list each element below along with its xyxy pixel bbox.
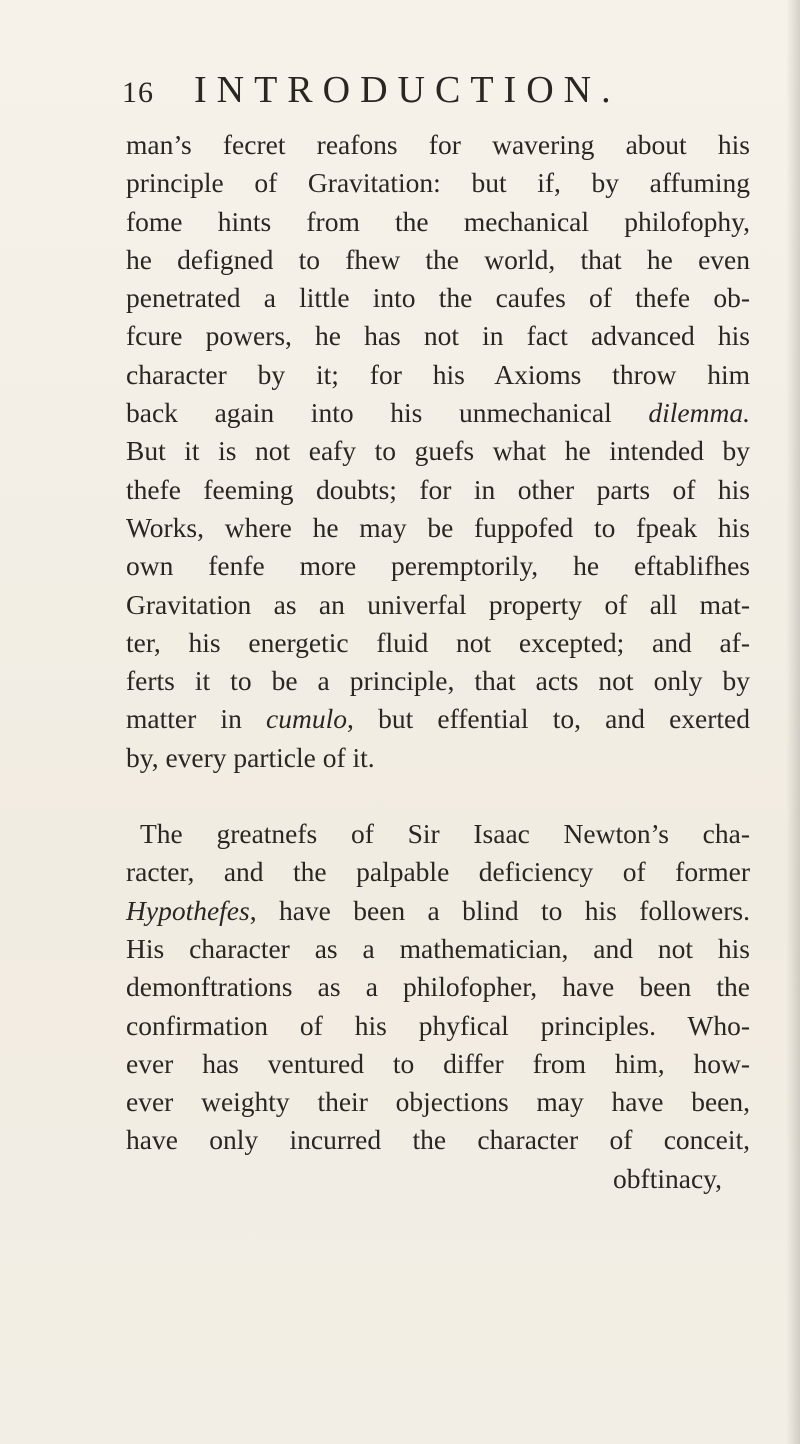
text-line: ter, his energetic fluid not excepted; and af- [126, 626, 750, 658]
text-line: character by it; for his Axioms throw him [126, 358, 750, 390]
page-number: 16 [122, 76, 154, 109]
text-line: confirmation of his phyfical principles. Who- [126, 1009, 750, 1041]
text-line: fome hints from the mechanical philofophy, [126, 205, 750, 237]
text-line: back again into his unmechanical dilemma. [126, 397, 750, 429]
catchword: obftinacy, [613, 1162, 722, 1194]
text-line: ferts it to be a principle, that acts not only by [126, 665, 750, 697]
running-head: INTRODUCTION. [194, 69, 621, 111]
paragraph-gap [126, 777, 750, 815]
text-line: demonftrations as a philofopher, have been the [126, 971, 750, 1003]
text-line: racter, and the palpable deficiency of former [126, 856, 750, 888]
text-line: The greatnefs of Sir Isaac Newton’s cha- [140, 818, 750, 850]
text-line: But it is not eafy to guefs what he intended by [126, 435, 750, 467]
text-line: by, every particle of it. [126, 741, 375, 773]
text-line: man’s fecret reafons for wavering about his [126, 129, 750, 160]
text-line: Works, where he may be fuppofed to fpeak his [126, 511, 750, 543]
paragraph-1 [126, 126, 750, 777]
text-line: he defigned to fhew the world, that he even [126, 243, 750, 275]
text-line: have only incurred the character of conceit, [126, 1124, 750, 1156]
text-line: thefe feeming doubts; for in other parts of his [126, 473, 750, 505]
text-line: Gravitation as an univerfal property of all mat- [126, 588, 750, 620]
text-line: own fenfe more peremptorily, he eftablifhes [126, 550, 750, 582]
text-line: ever weighty their objections may have been, [126, 1086, 750, 1118]
text-line: His character as a mathematician, and not his [126, 932, 750, 964]
text-line: fcure powers, he has not in fact advanced his [126, 320, 750, 352]
text-line: ever has ventured to differ from him, how- [126, 1047, 750, 1079]
text-line: principle of Gravitation: but if, by affuming [126, 167, 750, 199]
text-line: penetrated a little into the caufes of thefe ob- [126, 282, 750, 314]
body-text [126, 126, 750, 1198]
page-edge-shadow [786, 0, 800, 1444]
paragraph-2 [126, 815, 750, 1160]
text-line: matter in cumulo, but effential to, and exerted [126, 703, 750, 735]
text-line: Hypothefes, have been a blind to his followers. [126, 894, 750, 926]
page-header [122, 68, 742, 112]
